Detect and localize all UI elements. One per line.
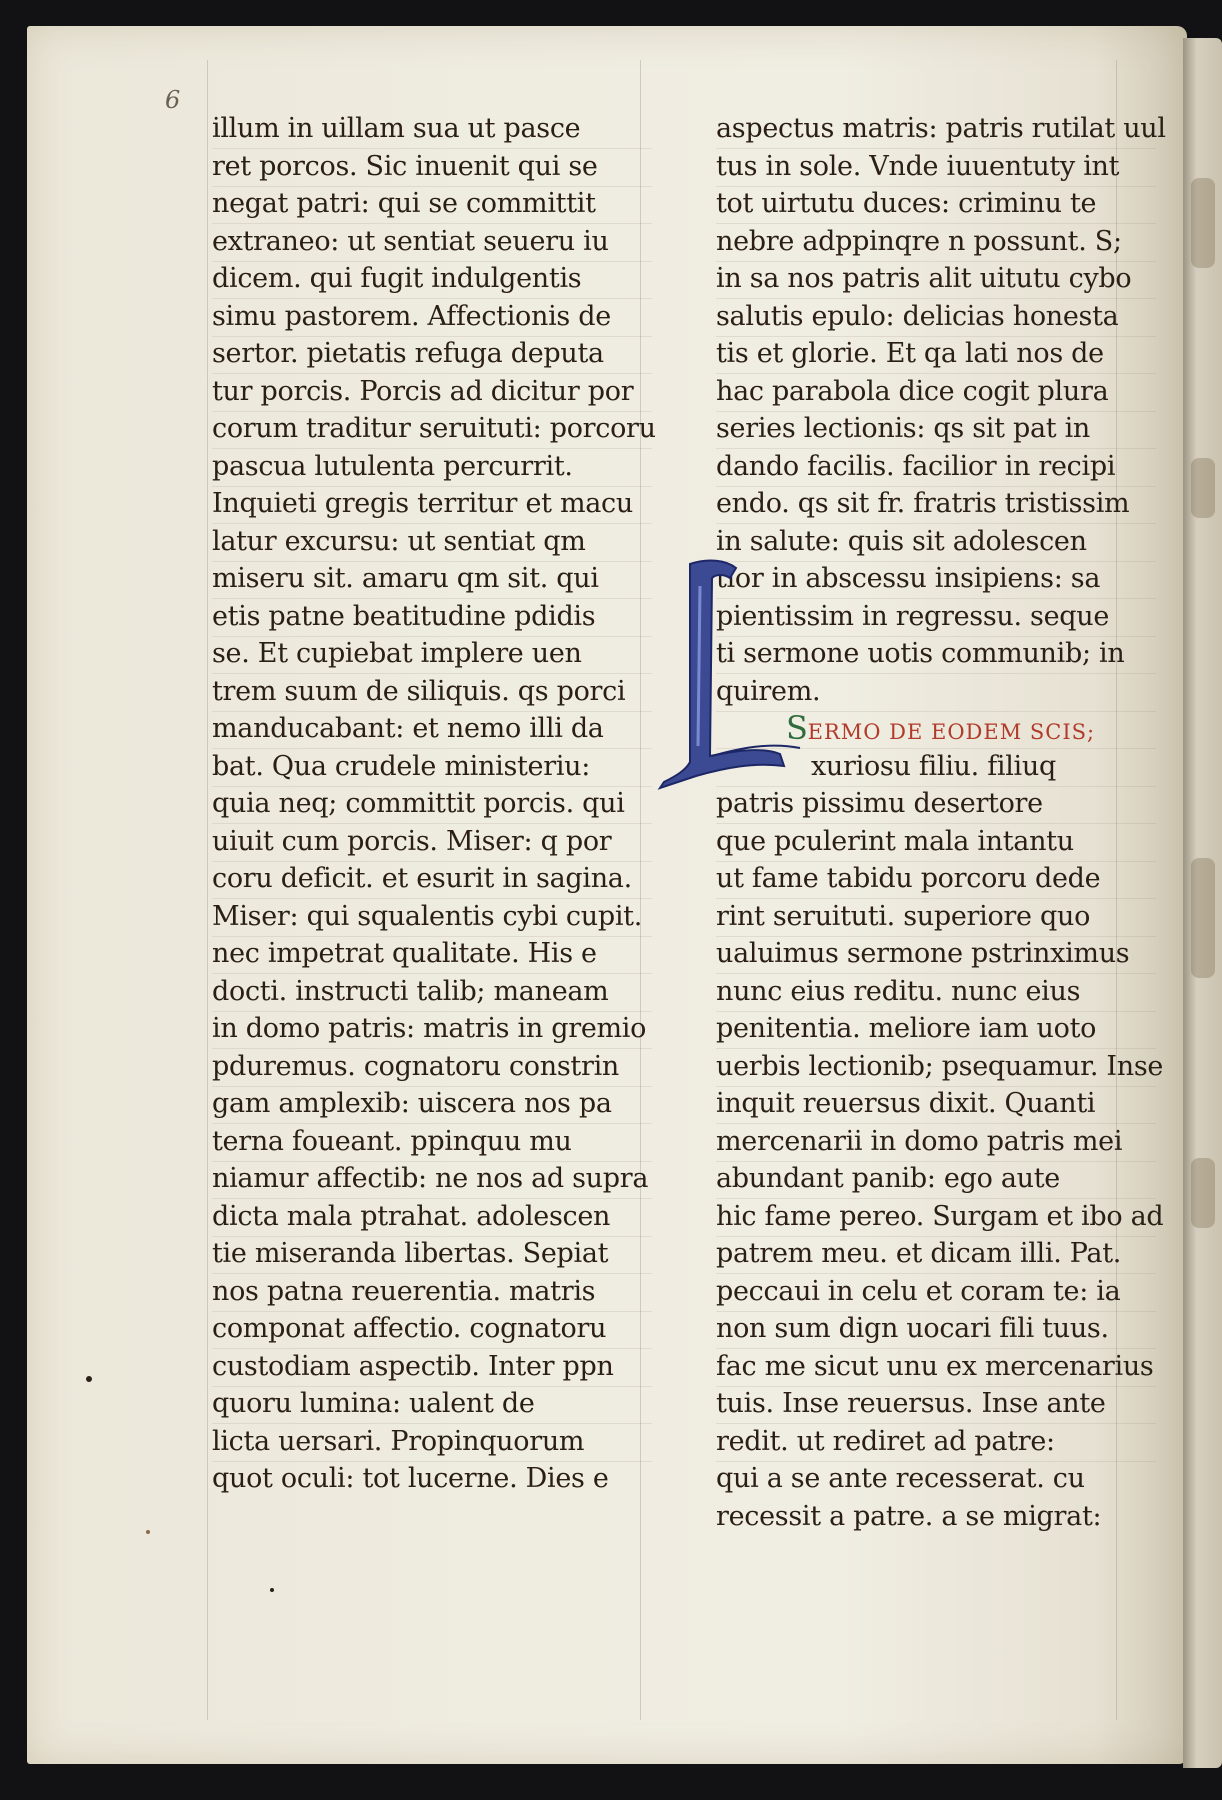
rubric-heading: ERMO DE EODEM SCIS; xyxy=(807,720,1096,744)
text-line: patris pissimu desertore xyxy=(716,788,1043,819)
left-text-column xyxy=(212,110,656,1498)
text-line: non sum dign uocari fili tuus. xyxy=(716,1313,1109,1344)
text-line: pascua lutulenta percurrit. xyxy=(212,450,573,482)
text-line: quot oculi: tot lucerne. Dies e xyxy=(212,1463,609,1494)
text-line: qui a se ante recesserat. cu xyxy=(716,1463,1085,1494)
text-line: in salute: quis sit adolescen xyxy=(716,525,1087,557)
text-line: bat. Qua crudele ministeriu: xyxy=(212,750,591,782)
text-line: coru deficit. et esurit in sagina. xyxy=(212,863,632,894)
text-line: componat affectio. cognatoru xyxy=(212,1313,607,1344)
text-line: Inquieti gregis territur et macu xyxy=(212,488,633,519)
text-line: inquit reuersus dixit. Quanti xyxy=(716,1088,1096,1119)
text-line: extraneo: ut sentiat seueru iu xyxy=(212,225,609,257)
text-line: xuriosu filiu. filiuq xyxy=(811,750,1056,782)
text-line: aspectus matris: patris rutilat uul xyxy=(716,113,1166,144)
rubric-initial-s: S xyxy=(786,709,808,747)
text-line: latur excursu: ut sentiat qm xyxy=(212,525,586,557)
text-line: nunc eius reditu. nunc eius xyxy=(716,975,1081,1007)
text-line: dicem. qui fugit indulgentis xyxy=(212,263,582,294)
ink-dot xyxy=(86,1376,92,1382)
text-line: tie miseranda libertas. Sepiat xyxy=(212,1238,609,1269)
text-line: se. Et cupiebat implere uen xyxy=(212,638,582,669)
text-line: tis et glorie. Et qa lati nos de xyxy=(716,338,1104,369)
right-text-column xyxy=(716,110,1166,1535)
text-line: ualuimus sermone pstrinximus xyxy=(716,938,1130,969)
next-leaf-edge xyxy=(1183,38,1222,1768)
text-line: endo. qs sit fr. fratris tristissim xyxy=(716,488,1130,519)
text-line: redit. ut rediret ad patre: xyxy=(716,1425,1055,1457)
text-line: manducabant: et nemo illi da xyxy=(212,713,604,744)
text-line: pientissim in regressu. seque xyxy=(716,600,1110,632)
text-line: illum in uillam sua ut pasce xyxy=(212,113,581,144)
text-line: tot uirtutu duces: criminu te xyxy=(716,188,1097,219)
text-line: licta uersari. Propinquorum xyxy=(212,1425,585,1457)
text-line: peccaui in celu et coram te: ia xyxy=(716,1275,1121,1307)
text-line: dando facilis. facilior in recipi xyxy=(716,450,1116,482)
text-line: uiuit cum porcis. Miser: q por xyxy=(212,825,612,857)
text-line: que pculerint mala intantu xyxy=(716,825,1074,857)
text-line: pduremus. cognatoru constrin xyxy=(212,1050,619,1082)
text-line: in sa nos patris alit uitutu cybo xyxy=(716,263,1132,294)
text-line: abundant panib: ego aute xyxy=(716,1163,1060,1194)
ink-dot xyxy=(146,1530,150,1534)
text-line: ret porcos. Sic inuenit qui se xyxy=(212,150,598,182)
text-line: recessit a patre. a se migrat: xyxy=(716,1500,1102,1532)
text-line: ti sermone uotis communib; in xyxy=(716,638,1125,669)
text-line: miseru sit. amaru qm sit. qui xyxy=(212,563,599,594)
text-line: quirem. xyxy=(716,675,821,707)
text-line: nebre adppinqre n possunt. S; xyxy=(716,225,1122,257)
text-line: tus in sole. Vnde iuuentuty int xyxy=(716,150,1120,182)
text-line: hac parabola dice cogit plura xyxy=(716,375,1109,407)
text-line: simu pastorem. Affectionis de xyxy=(212,300,611,332)
text-line: gam amplexib: uiscera nos pa xyxy=(212,1088,612,1119)
text-line: corum traditur seruituti: porcoru xyxy=(212,413,656,444)
text-line: nec impetrat qualitate. His e xyxy=(212,938,597,969)
text-line: rint seruituti. superiore quo xyxy=(716,900,1091,932)
text-line: fac me sicut unu ex mercenarius xyxy=(716,1350,1154,1382)
text-line: trem suum de siliquis. qs porci xyxy=(212,675,626,707)
text-line: dicta mala ptrahat. adolescen xyxy=(212,1200,611,1232)
text-line: docti. instructi talib; maneam xyxy=(212,975,609,1007)
text-line: hic fame pereo. Surgam et ibo ad xyxy=(716,1200,1164,1232)
text-line: Miser: qui squalentis cybi cupit. xyxy=(212,900,642,932)
text-line: patrem meu. et dicam illi. Pat. xyxy=(716,1238,1122,1269)
text-line: tur porcis. Porcis ad dicitur por xyxy=(212,375,634,407)
ink-dot xyxy=(270,1588,274,1592)
text-line: niamur affectib: ne nos ad supra xyxy=(212,1163,649,1194)
text-line: quia neq; committit porcis. qui xyxy=(212,788,625,819)
ruling-line xyxy=(207,60,208,1720)
text-line: custodiam aspectib. Inter ppn xyxy=(212,1350,614,1382)
text-line: terna foueant. ppinquu mu xyxy=(212,1125,572,1157)
text-line: series lectionis: qs sit pat in xyxy=(716,413,1091,444)
text-line: uerbis lectionib; psequamur. Inse xyxy=(716,1050,1164,1082)
decorated-initial-l xyxy=(650,556,810,796)
text-line: etis patne beatitudine pdidis xyxy=(212,600,596,632)
text-line: tior in abscessu insipiens: sa xyxy=(716,563,1101,594)
text-line: penitentia. meliore iam uoto xyxy=(716,1013,1097,1044)
text-line: mercenarii in domo patris mei xyxy=(716,1125,1123,1157)
folio-number: 6 xyxy=(165,86,181,114)
text-line: quoru lumina: ualent de xyxy=(212,1388,535,1419)
text-line: salutis epulo: delicias honesta xyxy=(716,300,1119,332)
text-line: ut fame tabidu porcoru dede xyxy=(716,863,1101,894)
text-line: sertor. pietatis refuga deputa xyxy=(212,338,604,369)
text-line: in domo patris: matris in gremio xyxy=(212,1013,647,1044)
text-line: tuis. Inse reuersus. Inse ante xyxy=(716,1388,1106,1419)
text-line: negat patri: qui se committit xyxy=(212,188,596,219)
text-line: nos patna reuerentia. matris xyxy=(212,1275,596,1307)
